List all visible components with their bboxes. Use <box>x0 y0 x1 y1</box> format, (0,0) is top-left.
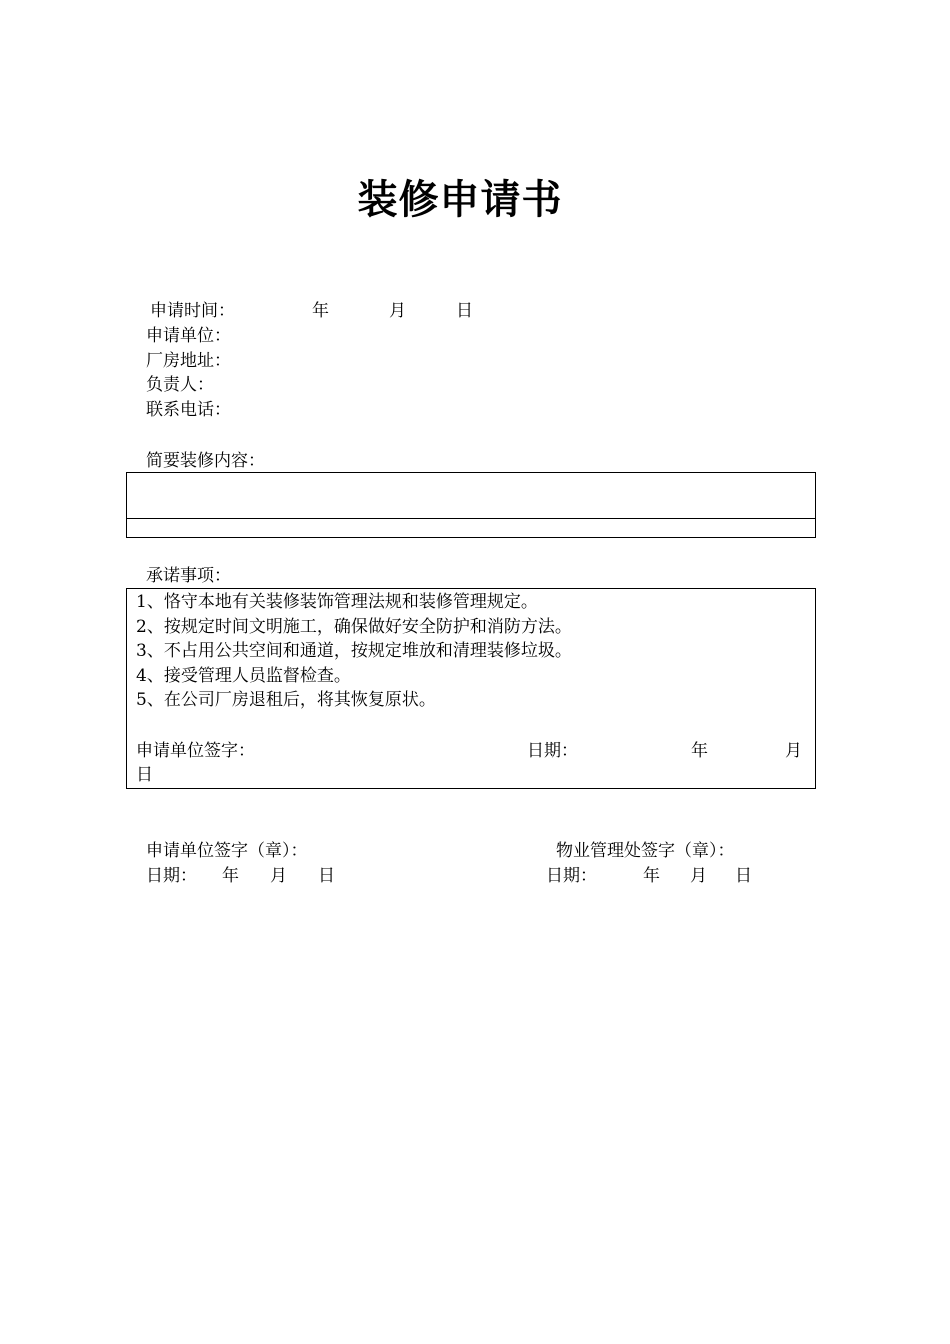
footer-left-date-label: 日期： <box>146 866 197 886</box>
footer-left-date-year: 年 <box>222 866 239 886</box>
footer-applicant-sign-label: 申请单位签字（章）： <box>146 841 308 861</box>
renovation-content-divider <box>127 518 815 519</box>
commitment-date-month: 月 <box>785 741 802 761</box>
footer-property-sign-label: 物业管理处签字（章）： <box>556 841 735 861</box>
footer-right-date-label: 日期： <box>546 866 597 886</box>
commitment-item-4: 4、接受管理人员监督检查。 <box>136 666 351 686</box>
page-title: 装修申请书 <box>357 176 563 223</box>
renovation-content-label: 简要装修内容： <box>146 451 265 471</box>
factory-address-label: 厂房地址： <box>146 351 231 371</box>
renovation-content-box[interactable] <box>126 472 816 538</box>
commitments-box <box>126 588 816 789</box>
footer-right-date-month: 月 <box>690 866 707 886</box>
commitment-signature-label: 申请单位签字： <box>136 741 255 761</box>
footer-right-date-day: 日 <box>735 866 752 886</box>
application-time-label: 申请时间： <box>150 301 235 321</box>
commitment-date-label: 日期： <box>527 741 578 761</box>
commitment-date-day: 日 <box>136 765 153 785</box>
footer-left-date-month: 月 <box>270 866 287 886</box>
person-in-charge-label: 负责人： <box>146 375 214 395</box>
footer-left-date-day: 日 <box>318 866 335 886</box>
application-time-month: 月 <box>389 301 406 321</box>
commitment-item-3: 3、不占用公共空间和通道，按规定堆放和清理装修垃圾。 <box>136 641 572 661</box>
applicant-unit-label: 申请单位： <box>146 326 231 346</box>
application-time-day: 日 <box>456 301 473 321</box>
commitment-item-2: 2、按规定时间文明施工，确保做好安全防护和消防方法。 <box>136 617 572 637</box>
commitment-item-1: 1、恪守本地有关装修装饰管理法规和装修管理规定。 <box>136 592 538 612</box>
commitments-label: 承诺事项： <box>146 566 231 586</box>
commitment-item-5: 5、在公司厂房退租后，将其恢复原状。 <box>136 690 436 710</box>
application-time-year: 年 <box>312 301 329 321</box>
footer-right-date-year: 年 <box>643 866 660 886</box>
commitment-date-year: 年 <box>691 741 708 761</box>
contact-phone-label: 联系电话： <box>146 400 231 420</box>
